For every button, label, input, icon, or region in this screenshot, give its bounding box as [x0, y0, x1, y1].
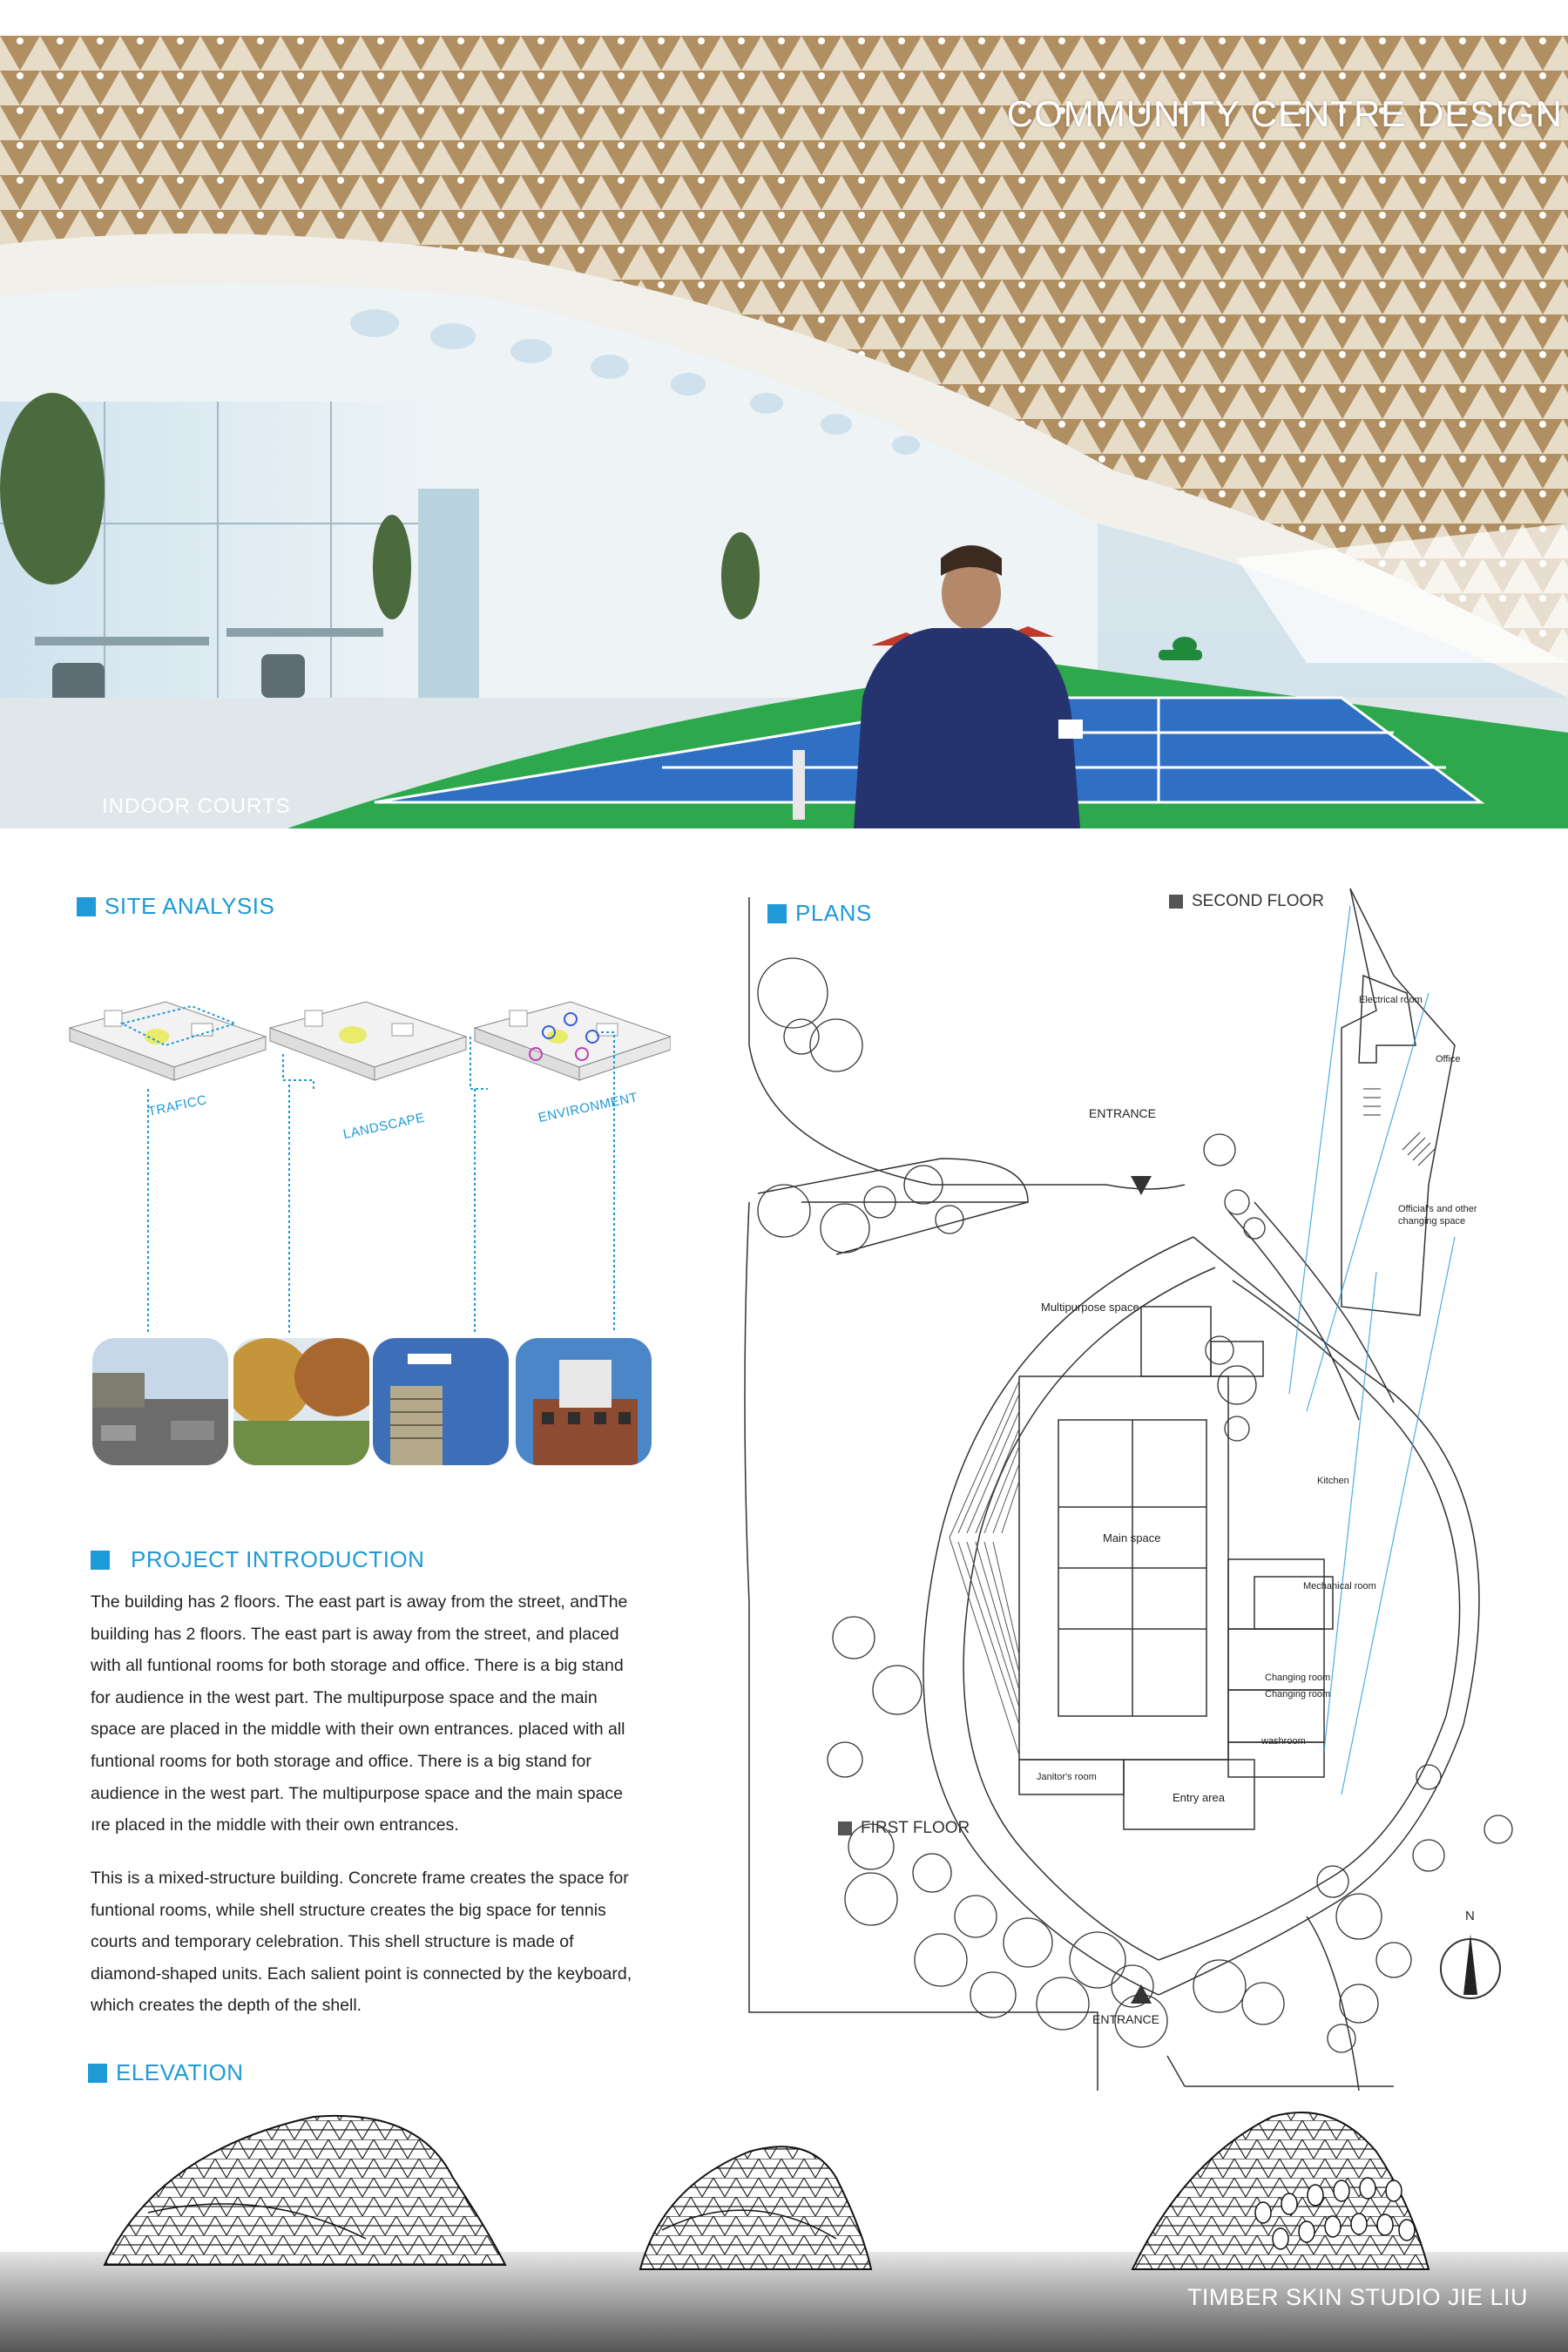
north-label: N — [1465, 1909, 1475, 1923]
traffic-label: TRAFICC — [146, 1092, 209, 1119]
elevation-shell-east — [1132, 2112, 1429, 2269]
electrical-room-label: Electrical room — [1359, 995, 1423, 1005]
intro-paragraph-1 — [91, 1586, 662, 1842]
heading-square-icon — [88, 2064, 107, 2083]
entry-area-label: Entry area — [1173, 1791, 1225, 1804]
intro-line: building has 2 floors. The east part is away from the street, and placed — [91, 1624, 619, 1644]
project-intro-heading-text: PROJECT INTRODUCTION — [131, 1546, 425, 1572]
elevation-heading-text: ELEVATION — [116, 2059, 244, 2085]
site-analysis-heading — [77, 893, 274, 920]
plans-heading-text: PLANS — [795, 900, 872, 926]
intro-line: with all funtional rooms for both storage and office. There is a big stand — [91, 1656, 624, 1676]
washroom-label: washroom — [1261, 1736, 1306, 1747]
office-label: Office — [1436, 1054, 1461, 1064]
multipurpose-label: Multipurpose space — [1041, 1301, 1139, 1314]
entrance-bottom-label: ENTRANCE — [1092, 2012, 1160, 2026]
elevation-shell-middle — [640, 2146, 871, 2269]
changing-room-1-label: Changing room — [1265, 1673, 1331, 1683]
elevation-shell-west — [105, 2116, 505, 2265]
intro-line: courts and temporary celebration. This shell structure is made of — [91, 1932, 574, 1952]
intro-line: funtional rooms, while shell structure creates the big space for tennis — [91, 1900, 606, 1920]
site-analysis-diagrams — [61, 984, 671, 1368]
mechanical-room-label: Mechanical room — [1303, 1581, 1376, 1592]
site-photo-park — [233, 1338, 369, 1465]
intro-line: funtional rooms for both storage and office. There is a big stand for — [91, 1751, 591, 1771]
project-intro-heading — [91, 1546, 424, 1573]
site-analysis-heading-text: SITE ANALYSIS — [105, 893, 275, 919]
kitchen-label: Kitchen — [1317, 1476, 1349, 1486]
intro-line: ıre placed in the middle with their own entrances. — [91, 1815, 459, 1835]
entrance-top-arrow-icon — [1131, 1176, 1152, 1195]
intro-line: audience in the west part. The multipurpose space and the main space — [91, 1783, 624, 1803]
hero-caption: INDOOR COURTS — [102, 794, 291, 818]
studio-credit: TIMBER SKIN STUDIO JIE LIU — [1186, 2284, 1528, 2310]
heading-square-icon — [91, 1551, 110, 1570]
north-arrow-icon — [1441, 1934, 1500, 1998]
landscape-label: LANDSCAPE — [341, 1110, 427, 1142]
intro-line: diamond-shaped units. Each salient point is connected by the keyboard, — [91, 1963, 632, 1984]
heading-square-icon — [77, 897, 96, 916]
environment-label: ENVIRONMENT — [537, 1090, 639, 1125]
intro-line: space are placed in the middle with their own entrances. placed with all — [91, 1720, 625, 1740]
first-floor-label-text: FIRST FLOOR — [861, 1819, 970, 1837]
entrance-top-label: ENTRANCE — [1089, 1106, 1157, 1120]
page-title: COMMUNITY CENTRE DESIGN — [1006, 93, 1563, 134]
intro-line: The building has 2 floors. The east part is away from the street, andThe — [91, 1592, 628, 1612]
second-floor-label-text: SECOND FLOOR — [1192, 892, 1325, 910]
floor-plans — [732, 871, 1533, 2091]
intro-paragraph-2 — [91, 1862, 662, 2022]
intro-line: for audience in the west part. The multipurpose space and the main — [91, 1687, 598, 1707]
hero-render — [0, 36, 1568, 828]
site-photo-street — [92, 1338, 228, 1465]
officials-label: Official's and other — [1398, 1204, 1477, 1214]
elevation-drawings — [0, 2082, 1568, 2352]
intro-line: This is a mixed-structure building. Concrete frame creates the space for — [91, 1869, 629, 1888]
site-photo-brick-building — [516, 1338, 652, 1465]
site-photo-tower — [373, 1338, 509, 1465]
hero-illustration — [0, 36, 1568, 828]
entrance-bottom-arrow-icon — [1131, 1984, 1152, 2004]
janitor-room-label: Janitor's room — [1037, 1772, 1097, 1782]
changing-room-2-label: Changing room — [1265, 1689, 1331, 1700]
main-space-label: Main space — [1103, 1531, 1161, 1544]
intro-line: which creates the depth of the shell. — [91, 1996, 362, 2016]
officials-label-2: changing space — [1398, 1216, 1466, 1227]
